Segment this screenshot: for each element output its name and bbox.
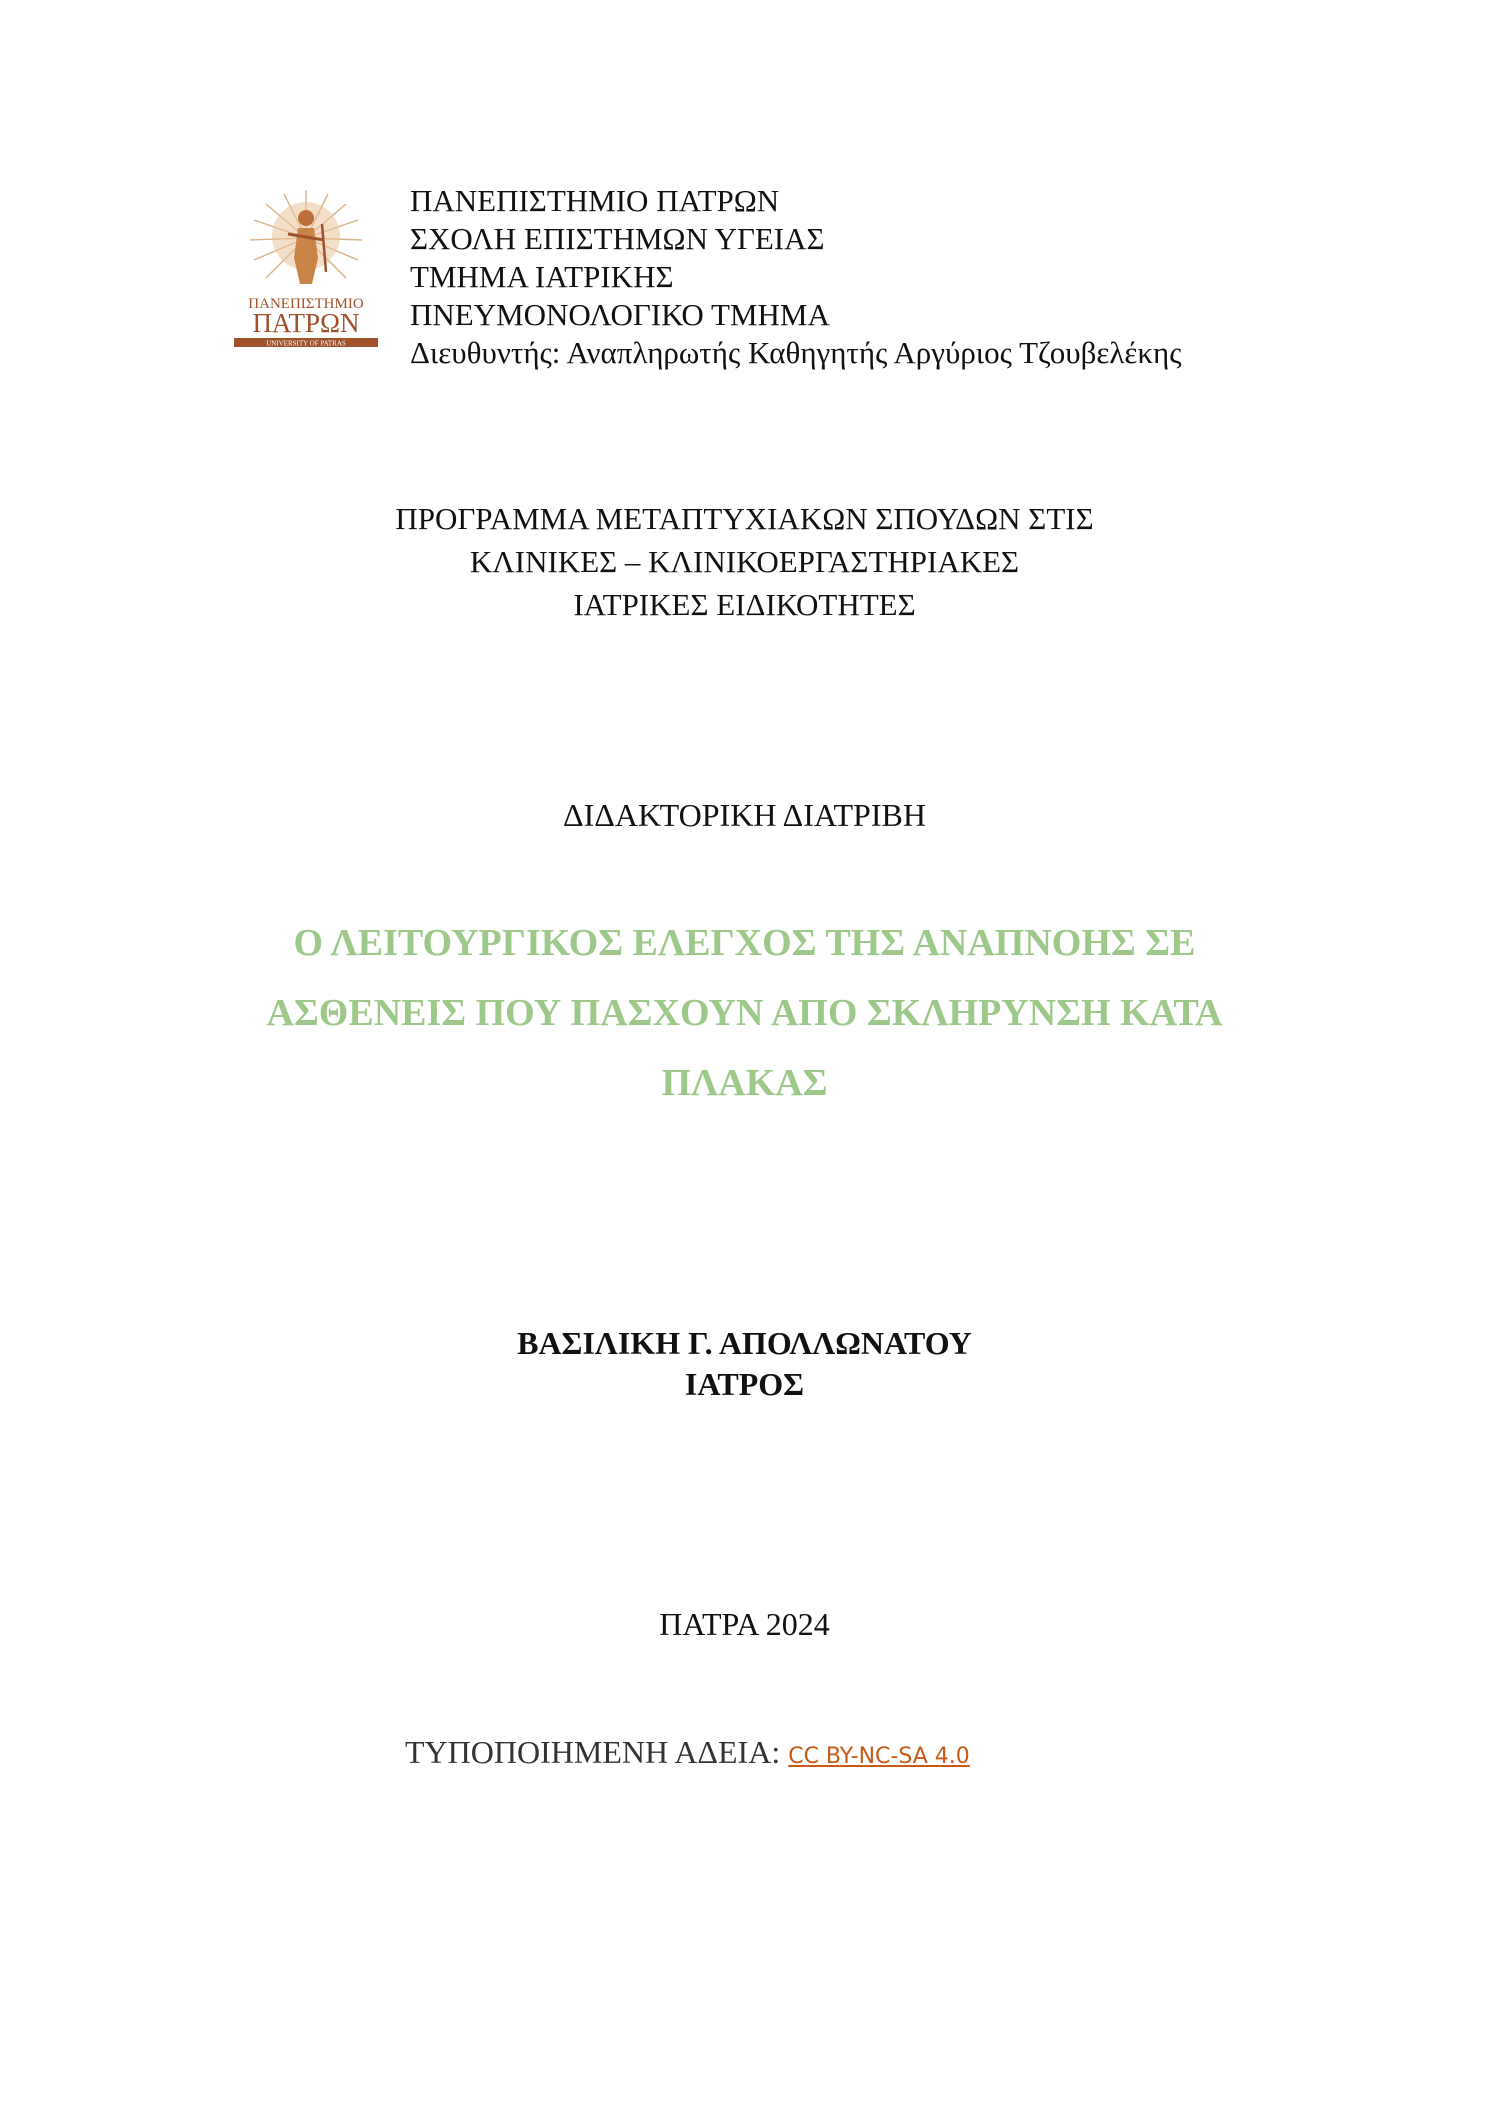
thesis-title-line-1: Ο ΛΕΙΤΟΥΡΓΙΚΟΣ ΕΛΕΓΧΟΣ ΤΗΣ ΑΝΑΠΝΟΗΣ ΣΕ	[293, 922, 1196, 964]
thesis-title-line-3: ΠΛΑΚΑΣ	[661, 1062, 828, 1104]
university-logo	[228, 188, 384, 348]
license-link[interactable]: CC BY-NC-SA 4.0	[788, 1744, 970, 1769]
institution-header	[410, 182, 1182, 372]
author-block	[0, 1323, 1489, 1405]
license-line	[405, 1732, 970, 1777]
place-year: ΠΑΤΡΑ 2024	[659, 1606, 830, 1642]
department-name: ΤΜΗΜΑ ΙΑΤΡΙΚΗΣ	[410, 259, 674, 294]
university-of-patras-logo-icon	[228, 188, 384, 348]
program-line-3: ΙΑΤΡΙΚΕΣ ΕΙΔΙΚΟΤΗΤΕΣ	[573, 587, 916, 622]
program-line-2: ΚΛΙΝΙΚΕΣ – ΚΛΙΝΙΚΟΕΡΓΑΣΤΗΡΙΑΚΕΣ	[469, 544, 1020, 579]
school-name: ΣΧΟΛΗ ΕΠΙΣΤΗΜΩΝ ΥΓΕΙΑΣ	[410, 221, 825, 256]
svg-text:ΠΑΤΡΩΝ: ΠΑΤΡΩΝ	[252, 308, 360, 338]
thesis-title	[0, 908, 1489, 1118]
svg-text:UNIVERSITY OF PATRAS: UNIVERSITY OF PATRAS	[266, 339, 346, 348]
svg-text:ΠΑΝΕΠΙΣΤΗΜΙΟ: ΠΑΝΕΠΙΣΤΗΜΙΟ	[248, 296, 364, 312]
division-name: ΠΝΕΥΜΟΝΟΛΟΓΙΚΟ ΤΜΗΜΑ	[410, 297, 830, 332]
university-name: ΠΑΝΕΠΙΣΤΗΜΙΟ ΠΑΤΡΩΝ	[410, 183, 780, 218]
director-line: Διευθυντής: Αναπληρωτής Καθηγητής Αργύριος Τζουβελέκης	[410, 335, 1182, 370]
document-type: ΔΙΔΑΚΤΟΡΙΚΗ ΔΙΑΤΡΙΒΗ	[563, 797, 926, 833]
thesis-title-line-2: ΑΣΘΕΝΕΙΣ ΠΟΥ ΠΑΣΧΟΥΝ ΑΠΟ ΣΚΛΗΡΥΝΣΗ ΚΑΤΑ	[266, 992, 1223, 1034]
program-line-1: ΠΡΟΓΡΑΜΜΑ ΜΕΤΑΠΤΥΧΙΑΚΩΝ ΣΠΟΥΔΩΝ ΣΤΙΣ	[395, 501, 1094, 536]
license-label: ΤΥΠΟΠΟΙΗΜΕΝΗ ΑΔΕΙΑ:	[405, 1734, 781, 1770]
program-title	[0, 497, 1489, 626]
author-name: ΒΑΣΙΛΙΚΗ Γ. ΑΠΟΛΛΩΝΑΤΟΥ	[517, 1325, 972, 1361]
author-role: ΙΑΤΡΟΣ	[684, 1366, 805, 1402]
